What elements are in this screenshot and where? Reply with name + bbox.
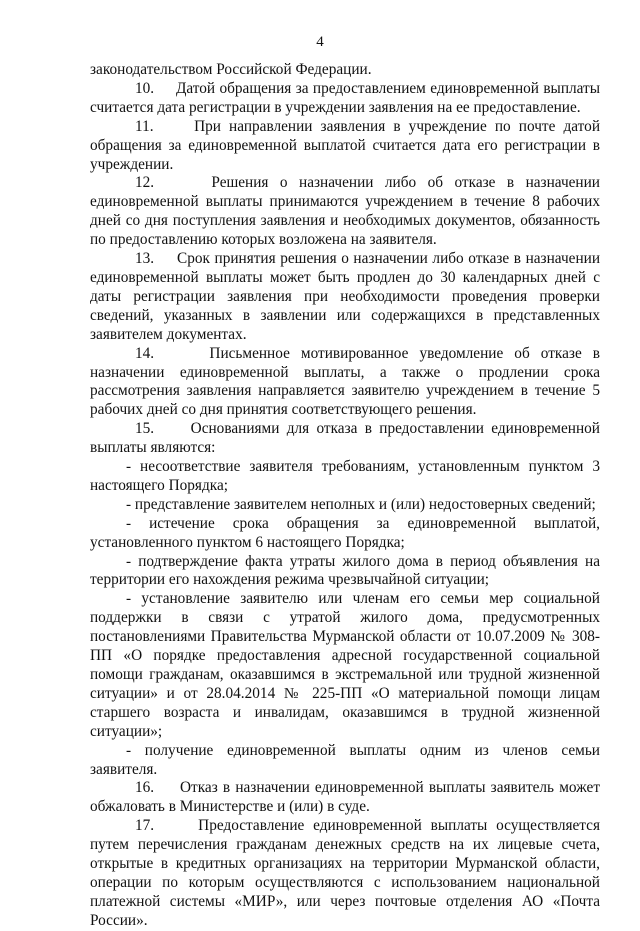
paragraph-16 xyxy=(90,779,600,817)
paragraph-text: Письменное мотивированное уведомление об отказе в назначении единовременной выплаты, а также о продлении срока рассмотрения заявления направляется заявителю учреждением в течение 5 рабочих дней со дня принятия соответствующего решения. xyxy=(90,344,601,419)
paragraph-number: 14. xyxy=(135,344,155,362)
paragraph-12 xyxy=(90,174,600,250)
paragraph-text: Отказ в назначении единовременной выплаты заявитель может обжаловать в Министерстве и (или) в суде. xyxy=(90,779,600,816)
paragraph-number: 15. xyxy=(135,420,155,438)
continuation-text: законодательством Российской Федерации. xyxy=(90,61,372,78)
paragraph-15 xyxy=(90,420,600,458)
paragraph-14 xyxy=(90,345,600,421)
paragraph-text: Основаниями для отказа в предоставлении единовременной выплаты являются: xyxy=(90,420,600,457)
document-body xyxy=(90,61,600,931)
list-item: - получение единовременной выплаты одним из членов семьи заявителя. xyxy=(90,741,600,778)
list-item: - несоответствие заявителя требованиям, установленным пунктом 3 настоящего Порядка; xyxy=(90,458,600,494)
paragraph-text: Решения о назначении либо об отказе в назначении единовременной выплаты принимаются учреждением в течение 8 рабочих дней со дня поступления заявления и необходимых документов, обязанность по предоставлению которых возложена на заявителя. xyxy=(90,174,600,249)
paragraph-number: 11. xyxy=(135,117,154,135)
paragraph-13 xyxy=(90,250,600,345)
page-number: 4 xyxy=(316,34,324,50)
paragraph-17 xyxy=(90,817,600,930)
paragraph-text: Срок принятия решения о назначении либо отказе в назначении единовременной выплаты может быть продлен до 30 календарных дней с даты регистрации заявления при необходимости проведения проверки сведений, указанных в заявлении или содержащихся в представленных заявителем документах. xyxy=(90,250,601,343)
list-item: - подтверждение факта утраты жилого дома в период объявления на территории его нахождения режима чрезвычайной ситуации; xyxy=(90,552,600,589)
paragraph-text: Предоставление единовременной выплаты осуществляется путем перечисления гражданам денежных средств на их лицевые счета, открытые в кредитных организациях на территории Мурманской области, операции по которым осуществляются с использованием национальной платежной системы «МИР», или через почтовые отделения АО «Почта России». xyxy=(90,817,600,929)
paragraph-11 xyxy=(90,118,600,175)
paragraph-number: 10. xyxy=(135,79,155,97)
paragraph-text: При направлении заявления в учреждение по почте датой обращения за единовременной выплатой считается дата его регистрации в учреждении. xyxy=(90,117,600,173)
paragraph-10 xyxy=(90,80,600,118)
paragraph-text: Датой обращения за предоставлением единовременной выплаты считается дата регистрации в учреждении заявления на ее предоставление. xyxy=(90,79,601,116)
paragraph-number: 16. xyxy=(135,779,155,797)
list-item: - установление заявителю или членам его семьи мер социальной поддержки в связи с утратой жилого дома, предусмотренных постановлениями Правительства Мурманской области от 10.07.2009 № 308-ПП «О порядке предоставления адресной государственной социальной помощи гражданам, оказавшимся в экстремальной или трудной жизненной ситуации» и от 28.04.2014 № 225-ПП «О материальной помощи лицам старшего возраста и инвалидам, оказавшимся в трудной жизненной ситуации»; xyxy=(90,590,600,740)
paragraph-number: 12. xyxy=(135,174,155,192)
paragraph-number: 17. xyxy=(135,817,155,835)
list-item: - представление заявителем неполных и (или) недостоверных сведений; xyxy=(126,495,596,513)
list-item: - истечение срока обращения за единовременной выплатой, установленного пунктом 6 настоящего Порядка; xyxy=(90,514,600,551)
paragraph-number: 13. xyxy=(135,250,155,268)
